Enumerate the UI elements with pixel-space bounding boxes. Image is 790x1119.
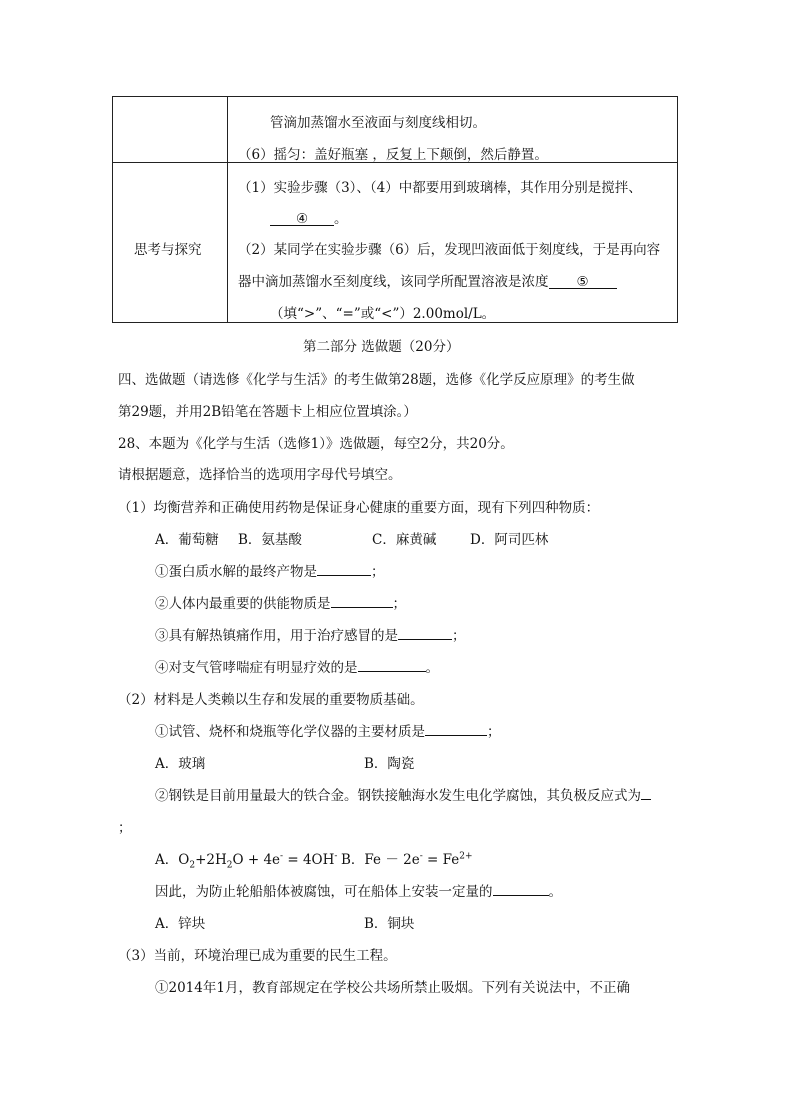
table-row2-line2: ④ 。 [270, 207, 348, 227]
part2-q1-option-a: A．玻璃 [155, 756, 206, 772]
part1-option-c: C．麻黄碱 [372, 532, 437, 548]
part2-question1: ①试管、烧杯和烧瓶等化学仪器的主要材质是 ； [155, 720, 501, 740]
part1-question4: ④对支气管哮喘症有明显疗效的是 。 [155, 656, 439, 676]
part1-question3: ③具有解热镇痛作用，用于治疗感冒的是 ； [155, 624, 466, 644]
part1-question1: ①蛋白质水解的最终产物是 ； [155, 560, 385, 580]
part2-question2-continuation: ； [118, 820, 132, 836]
table-row1-line1: 管滴加蒸馏水至液面与刻度线相切。 [270, 115, 486, 131]
part2-question3: 因此，为防止轮船船体被腐蚀，可在船体上安装一定量的 。 [155, 880, 562, 900]
section-title: 第二部分 选做题（20分） [303, 339, 460, 355]
intro-line2: 第29题，并用2B铅笔在答题卡上相应位置填涂。） [118, 404, 417, 420]
table-row2-line4: 器中滴加蒸馏水至刻度线，该同学所配置溶液是浓度 ⑤ [238, 270, 617, 290]
part3-stem: （3）当前，环境治理已成为重要的民生工程。 [118, 948, 397, 964]
part1-option-a: A．葡萄糖 [155, 532, 219, 548]
part2-q3-option-b: B．铜块 [364, 916, 415, 932]
table-row2-line1: （1）实验步骤（3）、（4）中都要用到玻璃棒，其作用分别是搅拌、 [238, 180, 642, 196]
part1-option-b: B．氨基酸 [238, 532, 302, 548]
table-column-divider [227, 96, 228, 323]
part2-q2-option-b: B．$Fe - 2e^- = Fe^{2+}$ [341, 851, 473, 868]
table-row1-line2: （6）摇匀：盖好瓶塞 ，反复上下颠倒，然后静置。 [238, 147, 548, 163]
part1-option-d: D．阿司匹林 [470, 532, 549, 548]
part2-q2-option-a: A．$O_2+2H_2O + 4e^- = 4OH^-$ [155, 851, 338, 871]
answer-blank-2-3[interactable] [493, 881, 549, 896]
part2-q3-option-a: A．锌块 [155, 916, 206, 932]
table-row2-line3: （2）某同学在实验步骤（6）后，发现凹液面低于刻度线，于是再向容 [238, 242, 661, 258]
table-row2-line5: （填“>”、“=”或“<”）2.00mol/L。 [270, 306, 496, 322]
q28-instruction: 请根据题意，选择恰当的选项用字母代号填空。 [118, 467, 402, 483]
part1-question2: ②人体内最重要的供能物质是 ； [155, 592, 406, 612]
part2-question2: ②钢铁是目前用量最大的铁合金。钢铁接触海水发生电化学腐蚀，其负极反应式为 [155, 784, 651, 804]
part2-q1-option-b: B．陶瓷 [364, 756, 415, 772]
table-row2-header: 思考与探究 [134, 242, 202, 258]
answer-blank-4[interactable]: ④ [270, 211, 334, 226]
answer-blank-2-1[interactable] [425, 721, 487, 736]
part3-question1: ①2014年1月，教育部规定在学校公共场所禁止吸烟。下列有关说法中，不正确 [155, 980, 630, 996]
part2-stem: （2）材料是人类赖以生存和发展的重要物质基础。 [118, 692, 424, 708]
answer-blank-1-2[interactable] [331, 593, 393, 608]
answer-blank-1-4[interactable] [358, 657, 426, 672]
q28-title: 28、本题为《化学与生活（选修1）》选做题，每空2分，共20分。 [118, 436, 514, 452]
part1-stem: （1）均衡营养和正确使用药物是保证身心健康的重要方面，现有下列四种物质： [118, 500, 600, 516]
answer-blank-1-1[interactable] [317, 561, 371, 576]
answer-blank-2-2[interactable] [641, 785, 651, 800]
answer-blank-1-3[interactable] [398, 625, 452, 640]
intro-line1: 四、选做题（请选修《化学与生活》的考生做第28题，选修《化学反应原理》的考生做 [118, 372, 635, 388]
answer-blank-5[interactable]: ⑤ [549, 274, 617, 289]
